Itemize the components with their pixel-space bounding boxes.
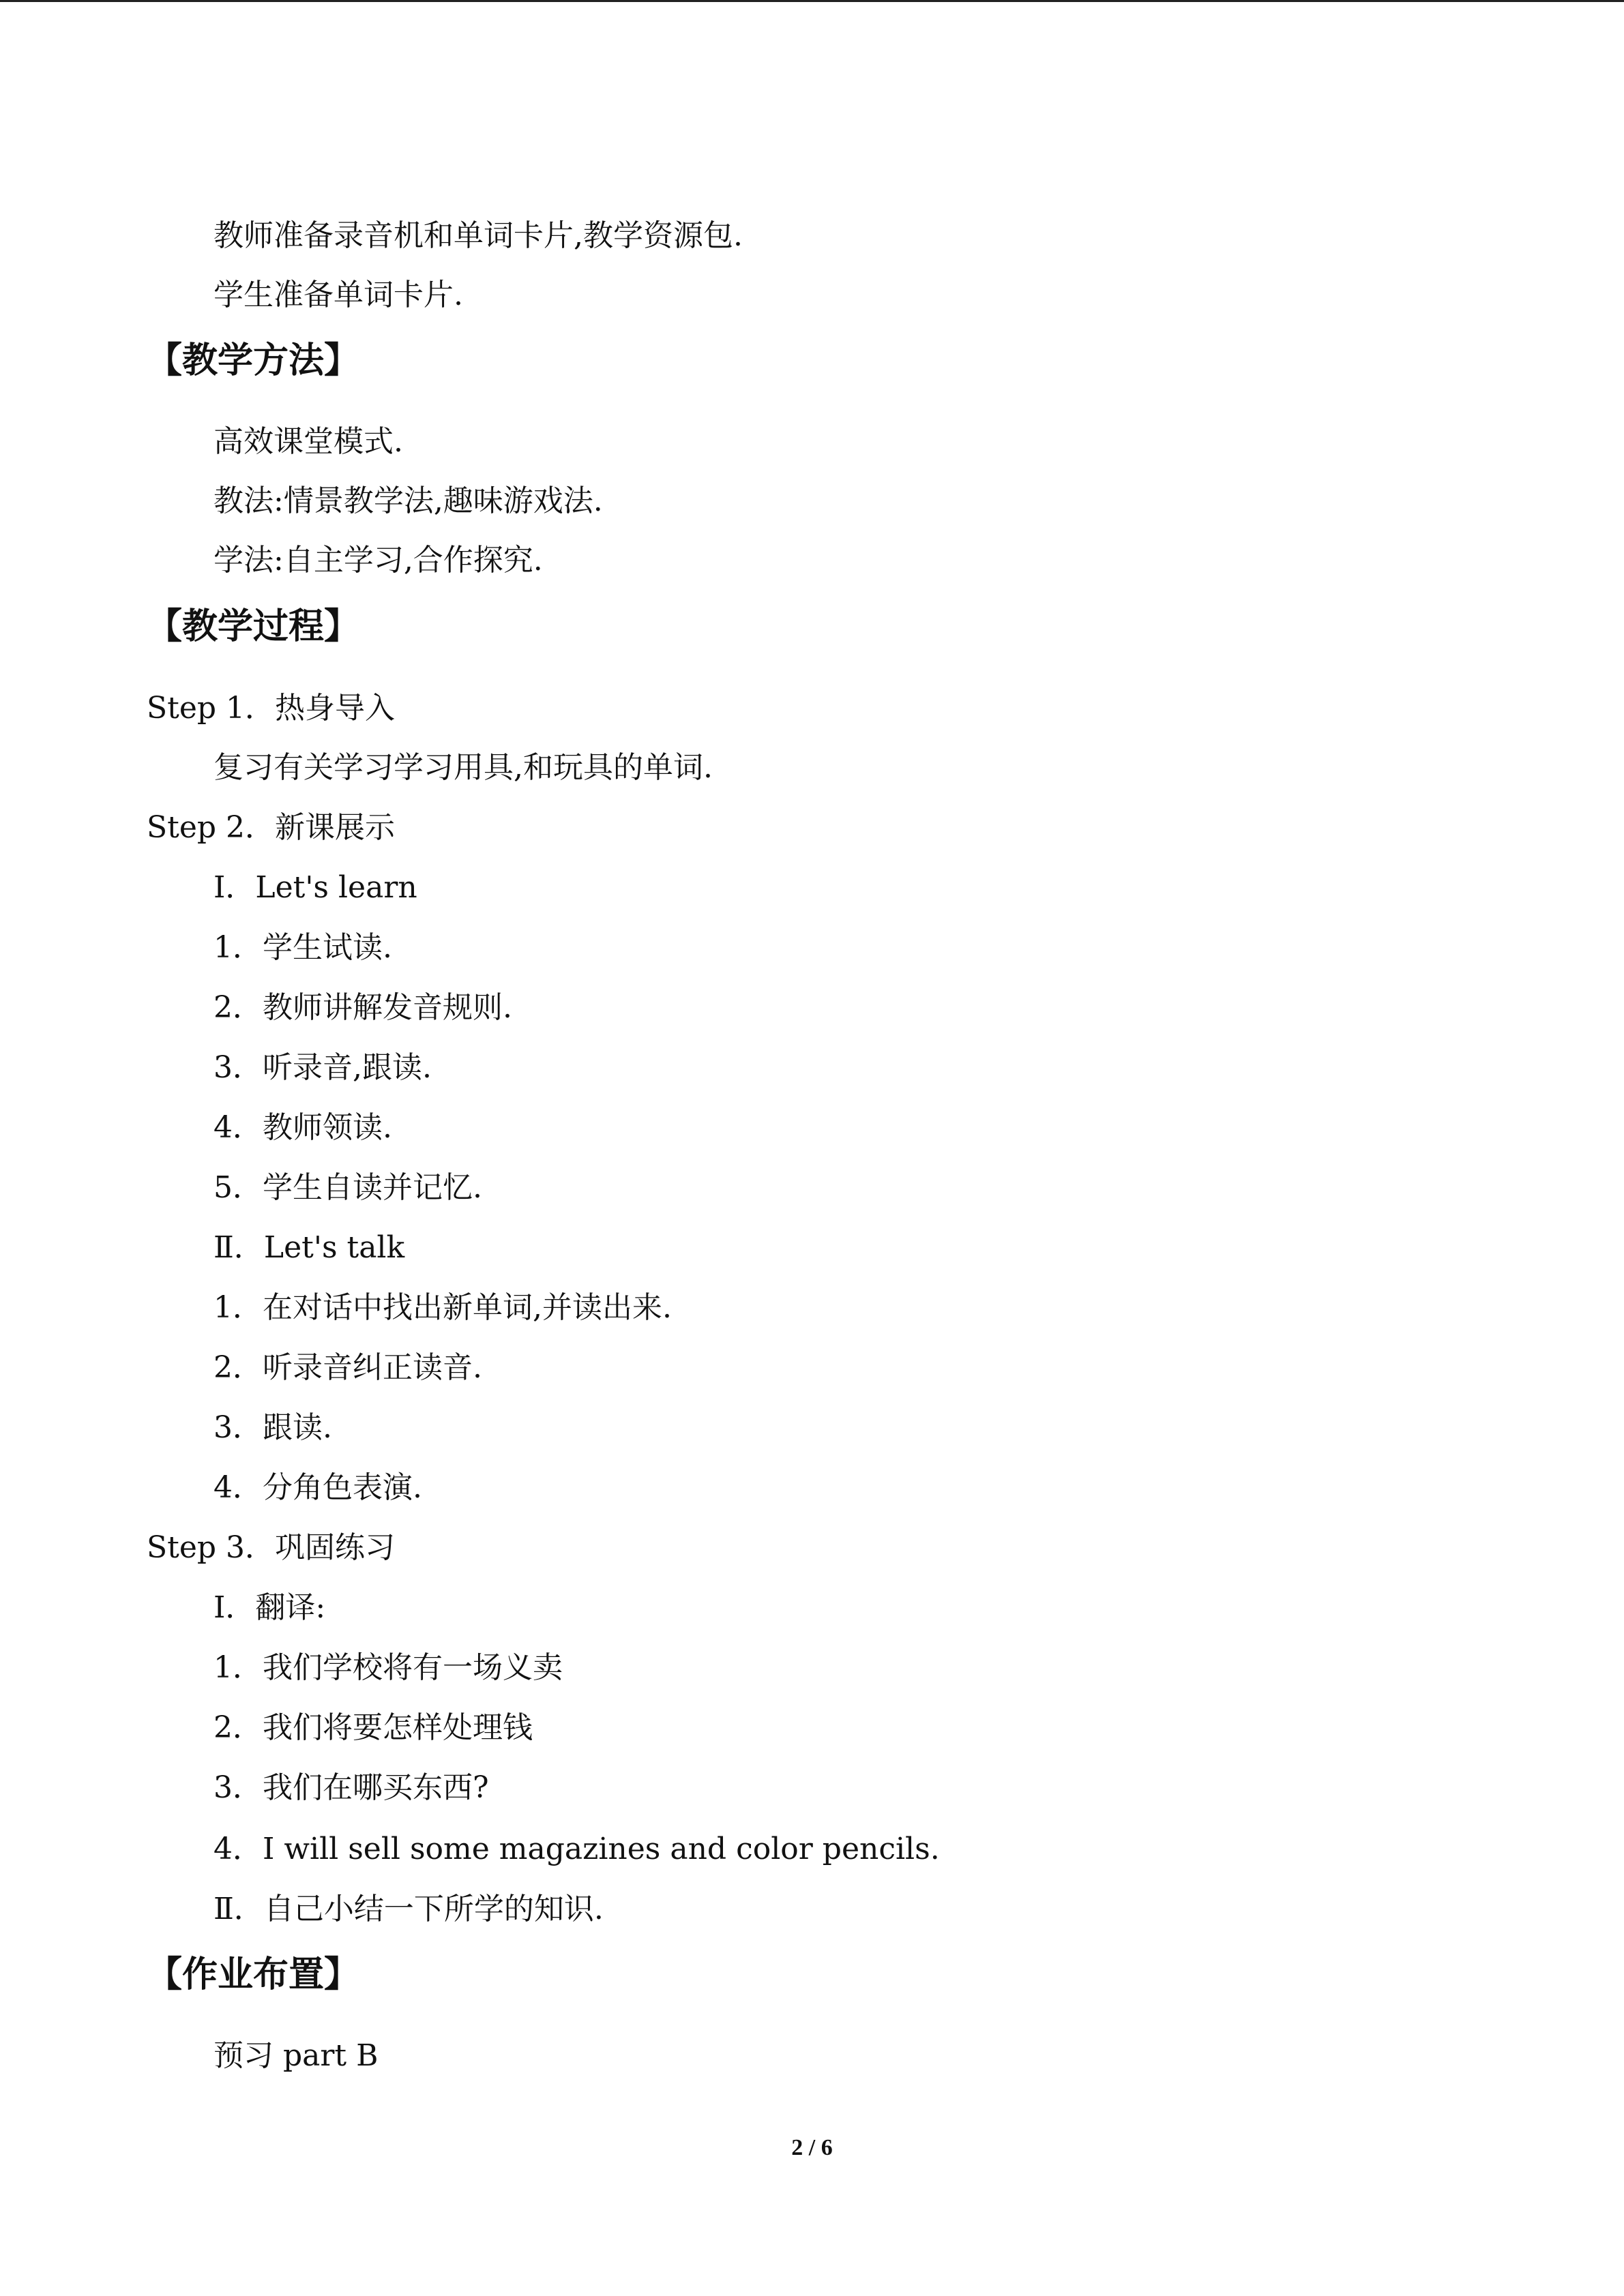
step2-label: Step 2．新课展示 (147, 810, 396, 845)
list-item: 4．教师领读. (213, 1110, 392, 1145)
list-item: 1．学生试读. (213, 930, 392, 965)
step3-part1-title: Ⅰ．翻译: (213, 1590, 326, 1625)
methods-teaching: 教法:情景教学法,趣味游戏法. (213, 483, 603, 518)
list-item: 3．听录音,跟读. (213, 1050, 432, 1085)
list-item: 3．跟读. (213, 1410, 332, 1445)
methods-mode: 高效课堂模式. (213, 424, 403, 459)
step2-part2-title: Ⅱ．Let's talk (213, 1230, 405, 1265)
prep-teacher: 教师准备录音机和单词卡片,教学资源包. (213, 218, 743, 253)
list-item: 4．I will sell some magazines and color pencils. (213, 1832, 940, 1866)
step3-part2-title: Ⅱ．自己小结一下所学的知识. (213, 1892, 604, 1926)
homework-content: 预习 part B (213, 2038, 379, 2073)
list-item: 1．我们学校将有一场义卖 (213, 1650, 563, 1685)
step1-content: 复习有关学习学习用具,和玩具的单词. (213, 750, 713, 785)
list-item: 2．教师讲解发音规则. (213, 990, 512, 1025)
step3-label: Step 3．巩固练习 (147, 1530, 396, 1565)
page-number: 2 / 6 (791, 2135, 833, 2160)
prep-student: 学生准备单词卡片. (213, 278, 463, 312)
list-item: 5．学生自读并记忆. (213, 1170, 482, 1205)
homework-heading: 【作业布置】 (147, 1954, 360, 1995)
step1-label: Step 1．热身导入 (147, 691, 396, 726)
methods-heading: 【教学方法】 (147, 340, 360, 381)
methods-learning: 学法:自主学习,合作探究. (213, 543, 543, 578)
list-item: 2．我们将要怎样处理钱 (213, 1710, 533, 1745)
list-item: 2．听录音纠正读音. (213, 1350, 482, 1385)
list-item: 1．在对话中找出新单词,并读出来. (213, 1290, 672, 1325)
list-item: 3．我们在哪买东西? (213, 1770, 489, 1805)
step2-part1-title: Ⅰ．Let's learn (213, 870, 417, 905)
process-heading: 【教学过程】 (147, 606, 360, 647)
list-item: 4．分角色表演. (213, 1470, 422, 1505)
